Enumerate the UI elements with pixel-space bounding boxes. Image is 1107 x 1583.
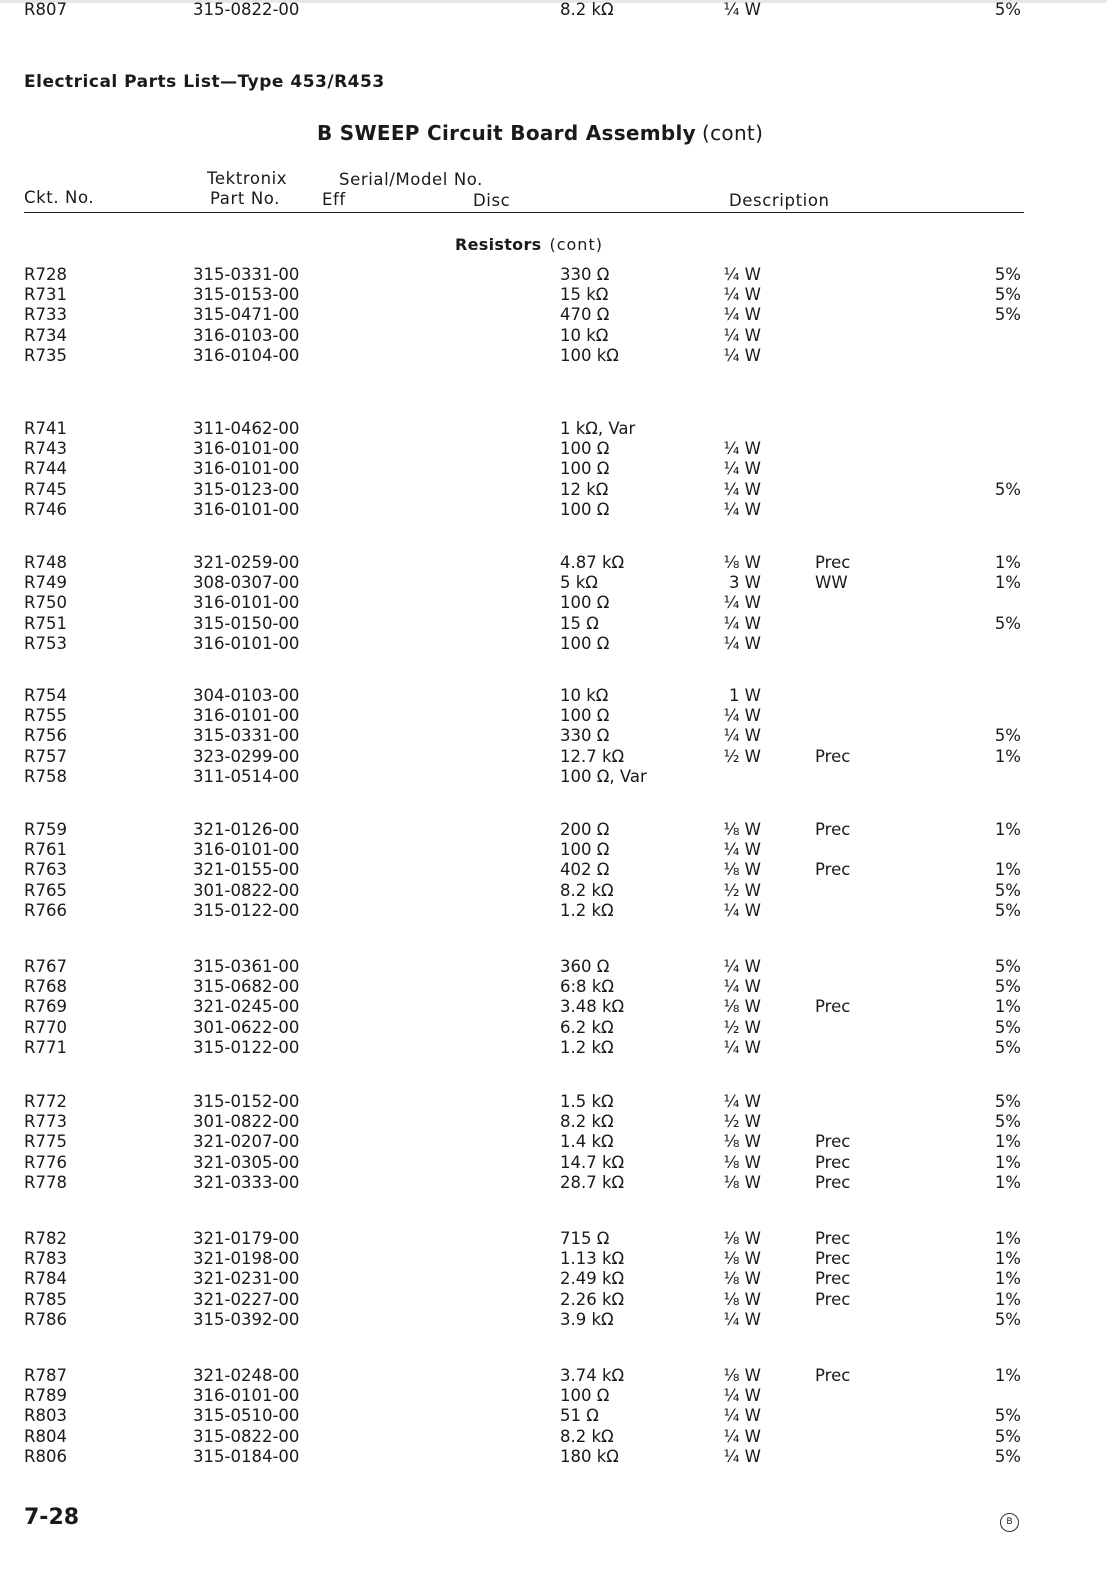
- table-row: [0, 480, 1107, 500]
- table-row: [0, 1153, 1107, 1173]
- cell-wattage: ¼ W: [723, 0, 761, 19]
- cell-ckt-no: R768: [24, 977, 67, 997]
- cell-type: Prec: [815, 860, 851, 880]
- cell-wattage: ¼ W: [723, 499, 761, 519]
- cell-part-no: 315-0822-00: [193, 0, 300, 19]
- cell-tolerance: 1%: [994, 553, 1021, 572]
- cell-wattage: ¼ W: [723, 840, 761, 860]
- table-row: [0, 1229, 1107, 1249]
- cell-value: 10 kΩ: [560, 325, 609, 345]
- table-row: [0, 305, 1107, 325]
- cell-ckt-no: R803: [24, 1406, 67, 1426]
- table-row: [0, 901, 1107, 921]
- cell-wattage: ¼ W: [723, 1309, 761, 1329]
- section-title-cont: (cont): [702, 121, 764, 145]
- cell-tolerance: 1%: [994, 1366, 1021, 1385]
- cell-part-no: 321-0207-00: [193, 1132, 300, 1152]
- cell-ckt-no: R728: [24, 265, 67, 284]
- cell-part-no: 316-0101-00: [193, 706, 300, 726]
- cell-ckt-no: R806: [24, 1446, 67, 1466]
- cell-value: 360 Ω: [560, 957, 610, 976]
- cell-ckt-no: R744: [24, 459, 67, 479]
- table-row: [0, 1427, 1107, 1447]
- cell-part-no: 315-0471-00: [193, 305, 300, 325]
- cell-part-no: 315-0510-00: [193, 1406, 300, 1426]
- cell-ckt-no: R756: [24, 726, 67, 746]
- cell-wattage: ¼ W: [723, 977, 761, 997]
- cell-wattage: ¼ W: [723, 593, 761, 613]
- column-description: Description: [729, 191, 830, 210]
- cell-part-no: 304-0103-00: [193, 686, 300, 705]
- cell-wattage: ⅛ W: [723, 553, 761, 572]
- cell-wattage: ¼ W: [723, 305, 761, 325]
- cell-tolerance: 5%: [994, 613, 1021, 633]
- cell-ckt-no: R772: [24, 1092, 67, 1111]
- cell-ckt-no: R741: [24, 419, 67, 438]
- cell-value: 6:8 kΩ: [560, 977, 614, 997]
- cell-tolerance: 1%: [994, 1229, 1021, 1248]
- table-row: [0, 747, 1107, 767]
- cell-ckt-no: R749: [24, 573, 67, 593]
- table-row: [0, 820, 1107, 840]
- cell-type: WW: [815, 573, 848, 593]
- table-row: [0, 265, 1107, 285]
- cell-part-no: 315-0122-00: [193, 900, 300, 920]
- cell-wattage: ⅛ W: [723, 1249, 761, 1269]
- cell-part-no: 316-0101-00: [193, 499, 300, 519]
- cell-ckt-no: R786: [24, 1309, 67, 1329]
- cell-ckt-no: R783: [24, 1249, 67, 1269]
- table-row: [0, 977, 1107, 997]
- cell-tolerance: 5%: [994, 1426, 1021, 1446]
- cell-value: 8.2 kΩ: [560, 0, 614, 19]
- table-row: [0, 0, 1107, 20]
- table-row: [0, 881, 1107, 901]
- cell-value: 5 kΩ: [560, 573, 598, 593]
- cell-ckt-no: R759: [24, 820, 67, 839]
- cell-wattage: ¼ W: [723, 285, 761, 305]
- cell-tolerance: 5%: [994, 479, 1021, 499]
- column-serial-model: Serial/Model No.: [339, 170, 484, 189]
- cell-tolerance: 5%: [994, 726, 1021, 746]
- table-row: [0, 1038, 1107, 1058]
- cell-wattage: ⅛ W: [723, 1172, 761, 1192]
- cell-part-no: 301-0622-00: [193, 1017, 300, 1037]
- cell-part-no: 321-0227-00: [193, 1289, 300, 1309]
- cell-wattage: ½ W: [723, 746, 761, 766]
- cell-ckt-no: R755: [24, 706, 67, 726]
- cell-ckt-no: R761: [24, 840, 67, 860]
- cell-part-no: 321-0198-00: [193, 1249, 300, 1269]
- column-part-no: Part No.: [210, 189, 281, 208]
- cell-value: 180 kΩ: [560, 1446, 619, 1466]
- cell-wattage: ¼ W: [723, 325, 761, 345]
- cell-tolerance: 5%: [994, 265, 1021, 284]
- cell-wattage: ¼ W: [723, 1386, 761, 1406]
- cell-value: 100 Ω: [560, 459, 610, 479]
- cell-ckt-no: R767: [24, 957, 67, 976]
- cell-value: 330 Ω: [560, 726, 610, 746]
- cell-value: 14.7 kΩ: [560, 1152, 625, 1172]
- table-row: [0, 593, 1107, 613]
- cell-wattage: ¼ W: [723, 1446, 761, 1466]
- cell-part-no: 315-0331-00: [193, 726, 300, 746]
- cell-value: 330 Ω: [560, 265, 610, 284]
- table-row: [0, 997, 1107, 1017]
- cell-ckt-no: R743: [24, 439, 67, 459]
- cell-part-no: 321-0231-00: [193, 1269, 300, 1289]
- cell-value: 470 Ω: [560, 305, 610, 325]
- table-row: [0, 957, 1107, 977]
- cell-ckt-no: R785: [24, 1289, 67, 1309]
- cell-ckt-no: R745: [24, 479, 67, 499]
- cell-part-no: 321-0126-00: [193, 820, 300, 839]
- cell-wattage: ⅛ W: [723, 1152, 761, 1172]
- cell-part-no: 311-0514-00: [193, 766, 300, 786]
- cell-value: 715 Ω: [560, 1229, 610, 1248]
- table-row: [0, 439, 1107, 459]
- cell-wattage: ¼ W: [723, 957, 761, 976]
- cell-type: Prec: [815, 746, 851, 766]
- cell-value: 8.2 kΩ: [560, 1426, 614, 1446]
- cell-part-no: 315-0123-00: [193, 479, 300, 499]
- column-tektronix: Tektronix: [207, 169, 288, 188]
- cell-ckt-no: R731: [24, 285, 67, 305]
- cell-wattage: ⅛ W: [723, 1229, 761, 1248]
- cell-value: 1 kΩ, Var: [560, 419, 636, 438]
- subsection-label: Resistors: [455, 235, 542, 254]
- table-row: [0, 706, 1107, 726]
- cell-wattage: ⅛ W: [723, 1289, 761, 1309]
- cell-tolerance: 5%: [994, 977, 1021, 997]
- cell-wattage: ¼ W: [723, 1037, 761, 1057]
- cell-value: 1.5 kΩ: [560, 1092, 614, 1111]
- cell-type: Prec: [815, 997, 851, 1017]
- cell-ckt-no: R757: [24, 746, 67, 766]
- table-row: [0, 459, 1107, 479]
- cell-part-no: 323-0299-00: [193, 746, 300, 766]
- table-row: [0, 614, 1107, 634]
- cell-value: 1.2 kΩ: [560, 1037, 614, 1057]
- cell-ckt-no: R734: [24, 325, 67, 345]
- cell-ckt-no: R750: [24, 593, 67, 613]
- cell-wattage: ⅛ W: [723, 860, 761, 880]
- cell-part-no: 308-0307-00: [193, 573, 300, 593]
- cell-wattage: 3 W: [728, 573, 761, 593]
- cell-ckt-no: R758: [24, 766, 67, 786]
- cell-value: 200 Ω: [560, 820, 610, 839]
- cell-part-no: 321-0305-00: [193, 1152, 300, 1172]
- cell-tolerance: 5%: [994, 1112, 1021, 1132]
- cell-wattage: ⅛ W: [723, 820, 761, 839]
- cell-wattage: ¼ W: [723, 1426, 761, 1446]
- table-row: [0, 840, 1107, 860]
- cell-tolerance: 1%: [994, 1172, 1021, 1192]
- cell-value: 100 kΩ: [560, 345, 619, 365]
- cell-part-no: 316-0101-00: [193, 593, 300, 613]
- cell-ckt-no: R771: [24, 1037, 67, 1057]
- revision-badge: B: [1000, 1513, 1019, 1532]
- cell-value: 12.7 kΩ: [560, 746, 625, 766]
- cell-ckt-no: R773: [24, 1112, 67, 1132]
- cell-wattage: ⅛ W: [723, 1366, 761, 1385]
- cell-value: 1.2 kΩ: [560, 900, 614, 920]
- cell-part-no: 315-0152-00: [193, 1092, 300, 1111]
- cell-part-no: 311-0462-00: [193, 419, 300, 438]
- cell-tolerance: 5%: [994, 1406, 1021, 1426]
- cell-wattage: ¼ W: [723, 900, 761, 920]
- cell-wattage: ¼ W: [723, 1092, 761, 1111]
- table-row: [0, 346, 1107, 366]
- cell-value: 10 kΩ: [560, 686, 609, 705]
- cell-ckt-no: R787: [24, 1366, 67, 1385]
- cell-part-no: 316-0103-00: [193, 325, 300, 345]
- table-row: [0, 1132, 1107, 1152]
- cell-ckt-no: R733: [24, 305, 67, 325]
- cell-part-no: 315-0331-00: [193, 265, 300, 284]
- cell-ckt-no: R782: [24, 1229, 67, 1248]
- cell-part-no: 321-0333-00: [193, 1172, 300, 1192]
- cell-wattage: ½ W: [723, 880, 761, 900]
- cell-tolerance: 5%: [994, 1446, 1021, 1466]
- table-row: [0, 1447, 1107, 1467]
- cell-tolerance: 1%: [994, 820, 1021, 839]
- cell-tolerance: 5%: [994, 880, 1021, 900]
- cell-part-no: 315-0184-00: [193, 1446, 300, 1466]
- cell-part-no: 321-0259-00: [193, 553, 300, 572]
- cell-value: 402 Ω: [560, 860, 610, 880]
- cell-ckt-no: R778: [24, 1172, 67, 1192]
- cell-tolerance: 5%: [994, 1037, 1021, 1057]
- cell-wattage: ¼ W: [723, 459, 761, 479]
- cell-wattage: ¼ W: [723, 265, 761, 284]
- cell-wattage: ¼ W: [723, 726, 761, 746]
- cell-ckt-no: R804: [24, 1426, 67, 1446]
- table-row: [0, 1249, 1107, 1269]
- cell-value: 8.2 kΩ: [560, 1112, 614, 1132]
- cell-ckt-no: R766: [24, 900, 67, 920]
- cell-type: Prec: [815, 820, 851, 839]
- cell-part-no: 321-0245-00: [193, 997, 300, 1017]
- cell-type: Prec: [815, 1132, 851, 1152]
- table-row: [0, 419, 1107, 439]
- subsection-cont: (cont): [549, 235, 603, 254]
- cell-tolerance: 5%: [994, 1309, 1021, 1329]
- cell-value: 100 Ω: [560, 439, 610, 459]
- cell-wattage: ¼ W: [723, 439, 761, 459]
- table-row: [0, 500, 1107, 520]
- cell-ckt-no: R784: [24, 1269, 67, 1289]
- cell-ckt-no: R775: [24, 1132, 67, 1152]
- table-row: [0, 1290, 1107, 1310]
- column-disc: Disc: [473, 191, 511, 210]
- cell-wattage: ¼ W: [723, 345, 761, 365]
- cell-part-no: 316-0101-00: [193, 840, 300, 860]
- table-row: [0, 634, 1107, 654]
- cell-type: Prec: [815, 1152, 851, 1172]
- table-row: [0, 1269, 1107, 1289]
- cell-ckt-no: R748: [24, 553, 67, 572]
- page-number: 7-28: [24, 1505, 80, 1530]
- cell-tolerance: 5%: [994, 900, 1021, 920]
- cell-part-no: 316-0101-00: [193, 459, 300, 479]
- table-row: [0, 285, 1107, 305]
- cell-value: 100 Ω: [560, 593, 610, 613]
- cell-ckt-no: R735: [24, 345, 67, 365]
- cell-wattage: ½ W: [723, 1017, 761, 1037]
- cell-wattage: 1 W: [728, 686, 761, 705]
- cell-wattage: ¼ W: [723, 479, 761, 499]
- cell-part-no: 315-0392-00: [193, 1309, 300, 1329]
- section-title-text: B SWEEP Circuit Board Assembly: [317, 121, 697, 145]
- cell-type: Prec: [815, 1249, 851, 1269]
- cell-tolerance: 5%: [994, 957, 1021, 976]
- cell-tolerance: 5%: [994, 305, 1021, 325]
- cell-tolerance: 1%: [994, 573, 1021, 593]
- cell-value: 2.26 kΩ: [560, 1289, 625, 1309]
- cell-tolerance: 1%: [994, 1289, 1021, 1309]
- table-row: [0, 1386, 1107, 1406]
- cell-wattage: ⅛ W: [723, 1269, 761, 1289]
- table-row: [0, 1112, 1107, 1132]
- cell-ckt-no: R763: [24, 860, 67, 880]
- document-title: Electrical Parts List—Type 453/R453: [24, 72, 385, 92]
- cell-ckt-no: R789: [24, 1386, 67, 1406]
- table-row: [0, 726, 1107, 746]
- cell-part-no: 316-0104-00: [193, 345, 300, 365]
- cell-value: 100 Ω: [560, 706, 610, 726]
- table-row: [0, 1310, 1107, 1330]
- cell-value: 12 kΩ: [560, 479, 609, 499]
- column-ckt-no: Ckt. No.: [24, 188, 95, 207]
- cell-value: 51 Ω: [560, 1406, 599, 1426]
- cell-type: Prec: [815, 1289, 851, 1309]
- cell-part-no: 315-0150-00: [193, 613, 300, 633]
- cell-value: 8.2 kΩ: [560, 880, 614, 900]
- cell-part-no: 315-0682-00: [193, 977, 300, 997]
- cell-tolerance: 1%: [994, 997, 1021, 1017]
- cell-type: Prec: [815, 1366, 851, 1385]
- cell-part-no: 315-0153-00: [193, 285, 300, 305]
- cell-value: 3.74 kΩ: [560, 1366, 625, 1385]
- cell-value: 100 Ω: [560, 499, 610, 519]
- cell-value: 100 Ω: [560, 840, 610, 860]
- table-row: [0, 1366, 1107, 1386]
- cell-ckt-no: R751: [24, 613, 67, 633]
- cell-tolerance: 1%: [994, 1249, 1021, 1269]
- cell-ckt-no: R769: [24, 997, 67, 1017]
- cell-ckt-no: R754: [24, 686, 67, 705]
- cell-value: 100 Ω: [560, 1386, 610, 1406]
- cell-wattage: ⅛ W: [723, 997, 761, 1017]
- cell-tolerance: 5%: [994, 1092, 1021, 1111]
- table-row: [0, 1092, 1107, 1112]
- cell-value: 6.2 kΩ: [560, 1017, 614, 1037]
- table-row: [0, 326, 1107, 346]
- cell-value: 3.9 kΩ: [560, 1309, 614, 1329]
- cell-wattage: ¼ W: [723, 706, 761, 726]
- table-row: [0, 553, 1107, 573]
- cell-tolerance: 1%: [994, 746, 1021, 766]
- cell-value: 100 Ω: [560, 633, 610, 653]
- cell-value: 28.7 kΩ: [560, 1172, 625, 1192]
- cell-part-no: 316-0101-00: [193, 1386, 300, 1406]
- cell-type: Prec: [815, 1229, 851, 1248]
- cell-wattage: ¼ W: [723, 613, 761, 633]
- cell-tolerance: 1%: [994, 860, 1021, 880]
- cell-tolerance: 1%: [994, 1269, 1021, 1289]
- table-row: [0, 1018, 1107, 1038]
- table-row: [0, 1406, 1107, 1426]
- cell-part-no: 316-0101-00: [193, 633, 300, 653]
- cell-wattage: ¼ W: [723, 633, 761, 653]
- cell-type: Prec: [815, 1269, 851, 1289]
- table-row: [0, 1173, 1107, 1193]
- cell-value: 1.13 kΩ: [560, 1249, 625, 1269]
- cell-tolerance: 5%: [994, 0, 1021, 19]
- table-row: [0, 686, 1107, 706]
- cell-value: 3.48 kΩ: [560, 997, 625, 1017]
- cell-type: Prec: [815, 1172, 851, 1192]
- cell-part-no: 301-0822-00: [193, 1112, 300, 1132]
- cell-part-no: 315-0122-00: [193, 1037, 300, 1057]
- column-eff: Eff: [322, 190, 346, 209]
- cell-value: 15 Ω: [560, 613, 599, 633]
- cell-ckt-no: R765: [24, 880, 67, 900]
- cell-part-no: 315-0822-00: [193, 1426, 300, 1446]
- cell-part-no: 301-0822-00: [193, 880, 300, 900]
- cell-value: 2.49 kΩ: [560, 1269, 625, 1289]
- cell-ckt-no: R770: [24, 1017, 67, 1037]
- table-row: [0, 767, 1107, 787]
- cell-value: 15 kΩ: [560, 285, 609, 305]
- cell-wattage: ½ W: [723, 1112, 761, 1132]
- cell-wattage: ¼ W: [723, 1406, 761, 1426]
- cell-ckt-no: R753: [24, 633, 67, 653]
- table-row: [0, 860, 1107, 880]
- cell-value: 100 Ω, Var: [560, 766, 647, 786]
- cell-tolerance: 5%: [994, 1017, 1021, 1037]
- cell-part-no: 315-0361-00: [193, 957, 300, 976]
- cell-wattage: ⅛ W: [723, 1132, 761, 1152]
- cell-type: Prec: [815, 553, 851, 572]
- cell-tolerance: 1%: [994, 1152, 1021, 1172]
- cell-part-no: 321-0155-00: [193, 860, 300, 880]
- cell-ckt-no: R776: [24, 1152, 67, 1172]
- cell-tolerance: 1%: [994, 1132, 1021, 1152]
- cell-value: 1.4 kΩ: [560, 1132, 614, 1152]
- cell-part-no: 321-0179-00: [193, 1229, 300, 1248]
- cell-part-no: 316-0101-00: [193, 439, 300, 459]
- cell-ckt-no: R807: [24, 0, 67, 19]
- cell-ckt-no: R746: [24, 499, 67, 519]
- table-row: [0, 573, 1107, 593]
- cell-value: 4.87 kΩ: [560, 553, 625, 572]
- cell-tolerance: 5%: [994, 285, 1021, 305]
- cell-part-no: 321-0248-00: [193, 1366, 300, 1385]
